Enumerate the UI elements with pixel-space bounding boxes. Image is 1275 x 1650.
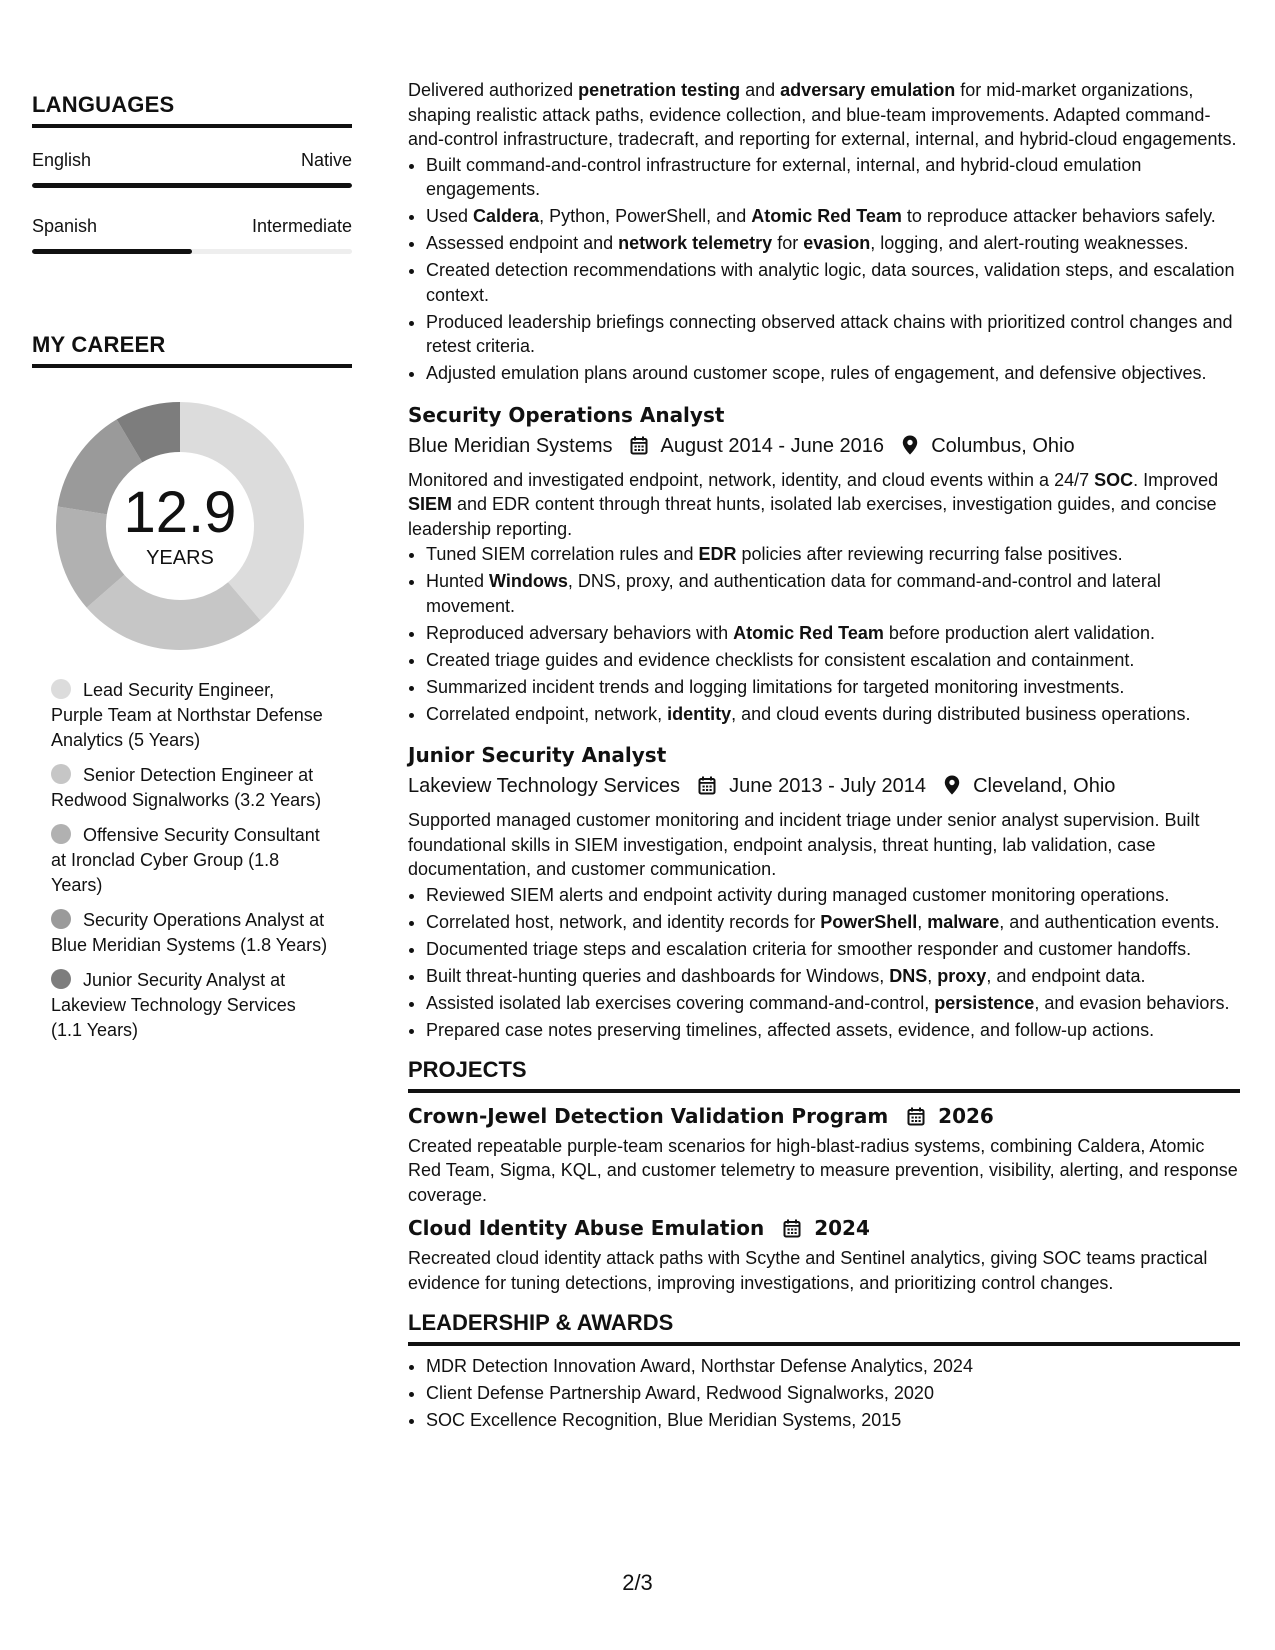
- legend-item: [51, 678, 331, 753]
- calendar-icon: [907, 1104, 925, 1134]
- legend-swatch: [51, 679, 71, 699]
- career-heading: MY CAREER: [32, 332, 352, 368]
- language-proficiency-fill: [32, 249, 192, 254]
- role-summary: Delivered authorized penetration testing and adversary emulation for mid-market organizations, shaping realistic attack paths, evidence collection, and blue-team improvements. Adapted command-and-control infrastructure, tradecraft, and reporting for external, internal, and hybrid-cloud engagements.: [408, 80, 1237, 149]
- role-summary: Supported managed customer monitoring and incident triage under senior analyst supervision. Built foundational skills in SIEM investigation, endpoint analysis, threat hunting, lab validation, case documentation, and customer communication.: [408, 810, 1200, 879]
- list-item: • Used Caldera, Python, PowerShell, and Atomic Red Team to reproduce attacker behaviors safely.: [426, 204, 1240, 229]
- legend-swatch: [51, 764, 71, 784]
- list-item: • Correlated host, network, and identity records for PowerShell, malware, and authentication events.: [426, 910, 1240, 935]
- language-item: [32, 150, 352, 188]
- list-item: • Built threat-hunting queries and dashboards for Windows, DNS, proxy, and endpoint data.: [426, 964, 1240, 989]
- project-year: 2024: [814, 1216, 870, 1240]
- location-pin-icon: [902, 433, 918, 465]
- language-item: [32, 216, 352, 254]
- role-dates: June 2013 - July 2014: [729, 775, 926, 797]
- role-title: Security Operations Analyst: [408, 402, 725, 427]
- list-item: • Correlated endpoint, network, identity, and cloud events during distributed business operations.: [426, 702, 1240, 727]
- project-title-row: [408, 1101, 1240, 1134]
- role-meta: [408, 770, 1240, 805]
- list-item: • Produced leadership briefings connecting observed attack chains with prioritized control changes and retest criteria.: [426, 310, 1240, 359]
- legend-label: Junior Security Analyst at Lakeview Technology Services (1.1 Years): [51, 970, 296, 1040]
- legend-swatch: [51, 909, 71, 929]
- role-company: Blue Meridian Systems: [408, 434, 613, 457]
- experience-entry: [408, 400, 1240, 727]
- legend-label: Offensive Security Consultant at Ironclad Cyber Group (1.8 Years): [51, 825, 320, 895]
- left-column: [32, 92, 352, 1053]
- legend-swatch: [51, 969, 71, 989]
- list-item: • Built command-and-control infrastructure for external, internal, and hybrid-cloud emulation engagements.: [426, 153, 1240, 202]
- role-location: Cleveland, Ohio: [973, 775, 1116, 797]
- project-entry: [408, 1213, 1240, 1295]
- role-company: Lakeview Technology Services: [408, 775, 681, 797]
- role-bullets: [408, 542, 1240, 726]
- location-pin-icon: [944, 773, 960, 805]
- project-year: 2026: [938, 1103, 994, 1128]
- role-bullets: [408, 153, 1240, 386]
- project-description: Recreated cloud identity attack paths with Scythe and Sentinel analytics, giving SOC teams practical evidence for tuning detections, improving investigations, and prioritizing control changes.: [408, 1248, 1208, 1293]
- calendar-icon: [630, 433, 648, 465]
- language-name: Spanish: [32, 216, 98, 236]
- language-name: English: [32, 150, 92, 170]
- list-item: • Created triage guides and evidence checklists for consistent escalation and containment.: [426, 648, 1240, 673]
- role-meta: [408, 430, 1240, 465]
- project-title: Crown-Jewel Detection Validation Program: [408, 1103, 889, 1128]
- role-location: Columbus, Ohio: [931, 434, 1075, 457]
- legend-item: [51, 763, 331, 813]
- experience-entry: [408, 740, 1240, 1042]
- role-summary: Monitored and investigated endpoint, network, identity, and cloud events within a 24/7 SOC. Improved SIEM and EDR content through threat hunts, isolated lab exercises, investigation guides, and concise leadership reporting.: [408, 469, 1219, 539]
- language-level: Intermediate: [251, 216, 352, 236]
- project-description: Created repeatable purple-team scenarios for high-blast-radius systems, combining Caldera, Atomic Red Team, Sigma, KQL, and customer telemetry to measure prevention, visibility, alerting, and response coverage.: [408, 1135, 1238, 1205]
- languages-heading: LANGUAGES: [32, 92, 352, 128]
- project-entry: [408, 1101, 1240, 1208]
- projects-heading: PROJECTS: [408, 1058, 1240, 1093]
- list-item: • Assisted isolated lab exercises covering command-and-control, persistence, and evasion behaviors.: [426, 991, 1240, 1016]
- list-item: • Tuned SIEM correlation rules and EDR policies after reviewing recurring false positives.: [426, 542, 1240, 567]
- legend-item: [51, 968, 331, 1043]
- list-item: • Reproduced adversary behaviors with Atomic Red Team before production alert validation.: [426, 621, 1240, 646]
- career-legend: [51, 678, 331, 1043]
- language-level: Native: [300, 150, 352, 170]
- list-item: • Client Defense Partnership Award, Redwood Signalworks, 2020: [426, 1381, 1240, 1406]
- role-title: Junior Security Analyst: [408, 743, 667, 767]
- project-title: Cloud Identity Abuse Emulation: [408, 1216, 765, 1240]
- language-proficiency-bar: [32, 249, 352, 254]
- career-total-unit: YEARS: [146, 547, 214, 569]
- career-donut-chart: [56, 402, 304, 650]
- legend-swatch: [51, 824, 71, 844]
- project-title-row: [408, 1213, 1240, 1246]
- legend-item: [51, 823, 331, 898]
- page-number: 2/3: [622, 1570, 653, 1595]
- list-item: • Reviewed SIEM alerts and endpoint activity during managed customer monitoring operations.: [426, 883, 1240, 908]
- list-item: • Summarized incident trends and logging limitations for targeted monitoring investments.: [426, 675, 1240, 700]
- list-item: • Created detection recommendations with analytic logic, data sources, validation steps, and escalation context.: [426, 258, 1240, 307]
- legend-label: Senior Detection Engineer at Redwood Signalworks (3.2 Years): [51, 765, 322, 810]
- calendar-icon: [783, 1216, 801, 1246]
- list-item: • Assessed endpoint and network telemetry for evasion, logging, and alert-routing weaknesses.: [426, 231, 1240, 256]
- list-item: • Documented triage steps and escalation criteria for smoother responder and customer handoffs.: [426, 937, 1240, 962]
- list-item: • SOC Excellence Recognition, Blue Meridian Systems, 2015: [426, 1408, 1240, 1433]
- language-proficiency-bar: [32, 183, 352, 188]
- language-proficiency-fill: [32, 183, 352, 188]
- list-item: • MDR Detection Innovation Award, Northstar Defense Analytics, 2024: [426, 1354, 1240, 1379]
- legend-label: Security Operations Analyst at Blue Meridian Systems (1.8 Years): [51, 910, 328, 955]
- role-dates: August 2014 - June 2016: [660, 434, 885, 457]
- calendar-icon: [698, 773, 716, 805]
- list-item: • Prepared case notes preserving timelines, affected assets, evidence, and follow-up actions.: [426, 1018, 1240, 1043]
- awards-heading: LEADERSHIP & AWARDS: [408, 1311, 1240, 1346]
- experience-entry: [408, 78, 1240, 386]
- list-item: • Adjusted emulation plans around customer scope, rules of engagement, and defensive objectives.: [426, 361, 1240, 386]
- awards-list: [408, 1354, 1240, 1433]
- list-item: • Hunted Windows, DNS, proxy, and authentication data for command-and-control and lateral movement.: [426, 569, 1240, 618]
- legend-label: Lead Security Engineer, Purple Team at Northstar Defense Analytics (5 Years): [51, 680, 323, 750]
- career-total-value: 12.9: [123, 480, 237, 545]
- legend-item: [51, 908, 331, 958]
- right-column: [408, 78, 1240, 1435]
- role-bullets: [408, 883, 1240, 1043]
